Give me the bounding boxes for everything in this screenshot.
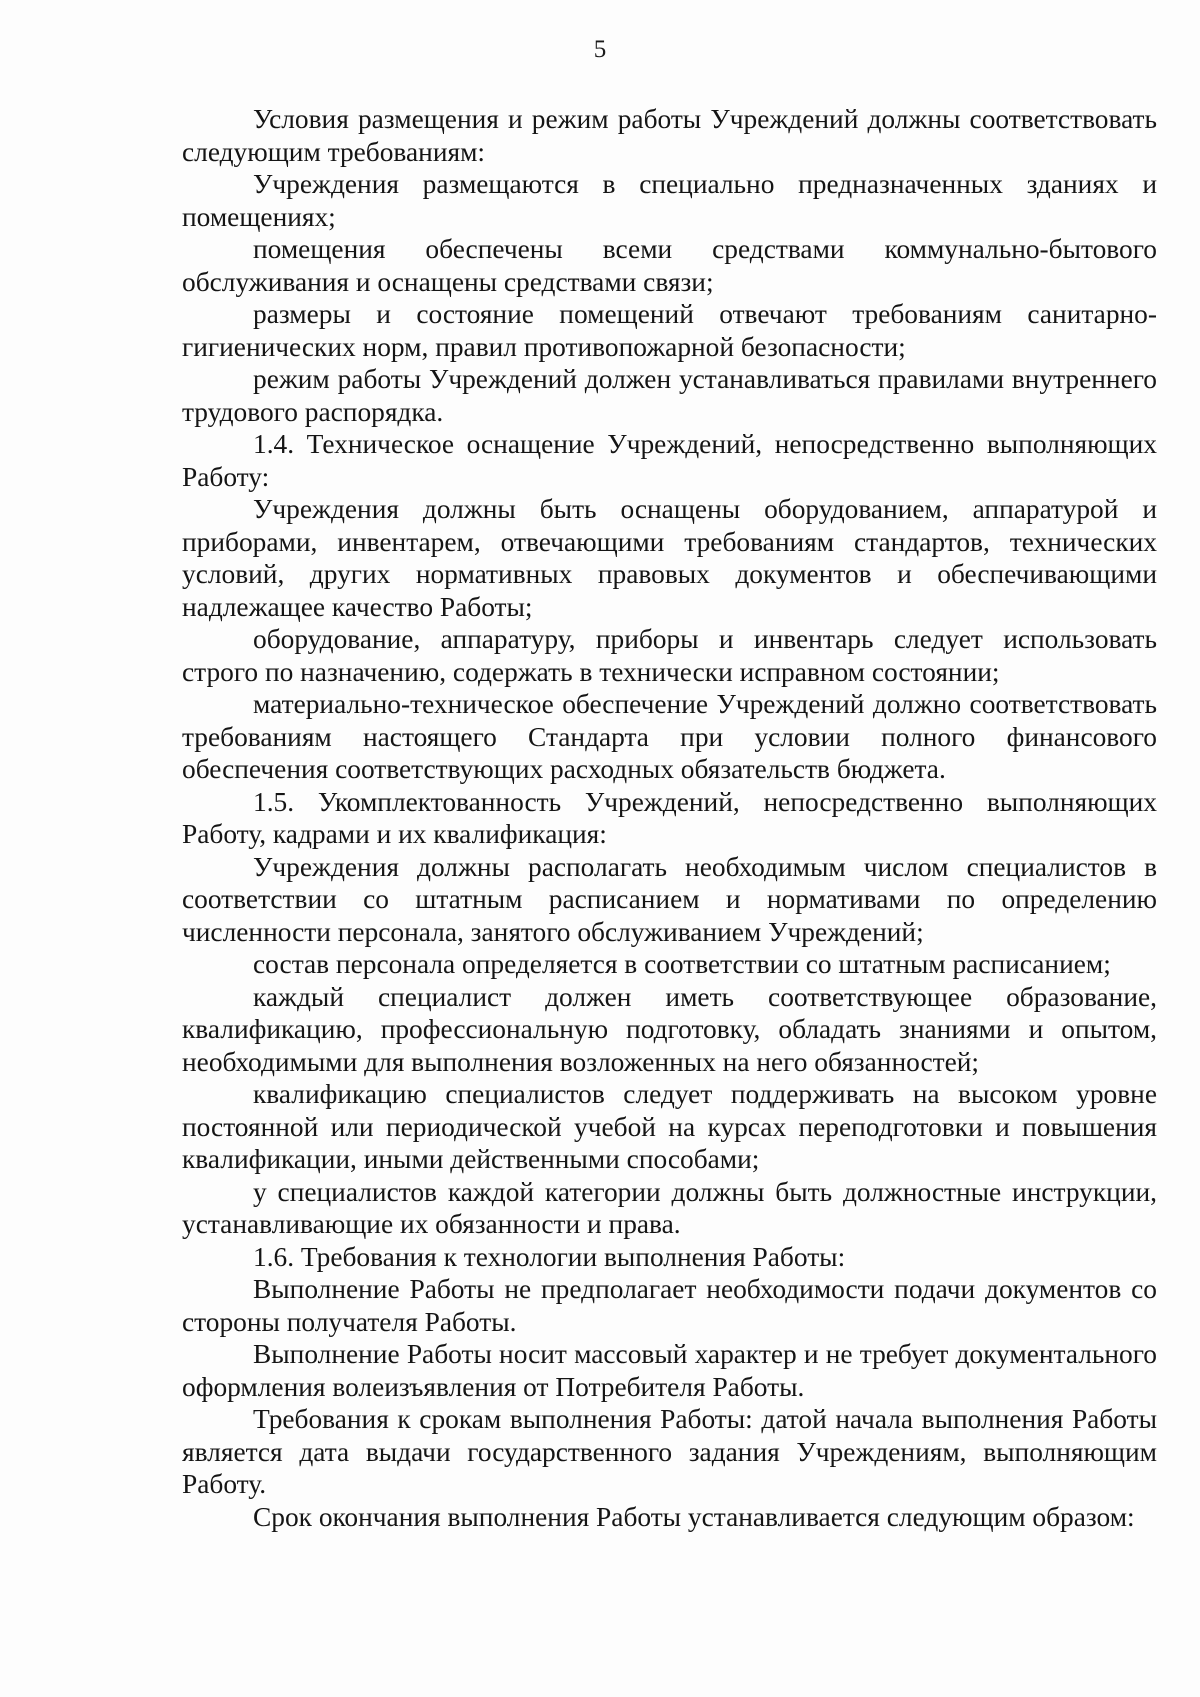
section-heading-1-4: 1.4. Техническое оснащение Учреждений, непосредственно выполняющих Работу: <box>182 429 1157 492</box>
paragraph: размеры и состояние помещений отвечают требованиям санитарно-гигиенических норм, правил противопожарной безопасности; <box>182 299 1157 362</box>
paragraph: оборудование, аппаратуру, приборы и инвентарь следует использовать строго по назначению, содержать в технически исправном состоянии; <box>182 624 1157 687</box>
section-heading-1-6: 1.6. Требования к технологии выполнения Работы: <box>253 1241 846 1272</box>
paragraph: помещения обеспечены всеми средствами коммунально-бытового обслуживания и оснащены средствами связи; <box>182 234 1157 297</box>
page-number: 5 <box>593 36 607 63</box>
paragraph: каждый специалист должен иметь соответствующее образование, квалификацию, профессиональную подготовку, обладать знаниями и опытом, необходимыми для выполнения возложенных на него обязанностей; <box>182 981 1157 1077</box>
paragraph: Выполнение Работы не предполагает необходимости подачи документов со стороны получателя Работы. <box>182 1274 1157 1337</box>
paragraph: у специалистов каждой категории должны быть должностные инструкции, устанавливающие их обязанности и права. <box>182 1176 1157 1239</box>
paragraph: Требования к срокам выполнения Работы: датой начала выполнения Работы является дата выдачи государственного задания Учреждениям, выполняющим Работу. <box>182 1404 1157 1499</box>
paragraph: Выполнение Работы носит массовый характер и не требует документального оформления волеизъявления от Потребителя Работы. <box>182 1339 1157 1402</box>
paragraph: Учреждения должны быть оснащены оборудованием, аппаратурой и приборами, инвентарем, отвечающими требованиям стандартов, технических условий, других нормативных правовых документов и обеспечивающими надлежащее качество Работы; <box>182 494 1157 622</box>
section-heading-1-5: 1.5. Укомплектованность Учреждений, непосредственно выполняющих Работу, кадрами и их квалификация: <box>182 786 1157 849</box>
paragraph: режим работы Учреждений должен устанавливаться правилами внутреннего трудового распорядка. <box>182 364 1157 427</box>
paragraph: Условия размещения и режим работы Учреждений должны соответствовать следующим требованиям: <box>182 104 1157 167</box>
paragraph: материально-техническое обеспечение Учреждений должно соответствовать требованиям настоящего Стандарта при условии полного финансового обеспечения соответствующих расходных обязательств бюджета. <box>182 689 1157 784</box>
paragraph: Учреждения должны располагать необходимым числом специалистов в соответствии со штатным расписанием и нормативами по определению численности персонала, занятого обслуживанием Учреждений; <box>182 851 1157 947</box>
document-body <box>182 103 1157 1533</box>
paragraph: Учреждения размещаются в специально предназначенных зданиях и помещениях; <box>182 169 1157 232</box>
paragraph: состав персонала определяется в соответствии со штатным расписанием; <box>253 949 1111 979</box>
paragraph: квалификацию специалистов следует поддерживать на высоком уровне постоянной или периодической учебой на курсах переподготовки и повышения квалификации, иными действенными способами; <box>182 1079 1157 1174</box>
paragraph: Срок окончания выполнения Работы устанавливается следующим образом: <box>253 1501 1135 1532</box>
